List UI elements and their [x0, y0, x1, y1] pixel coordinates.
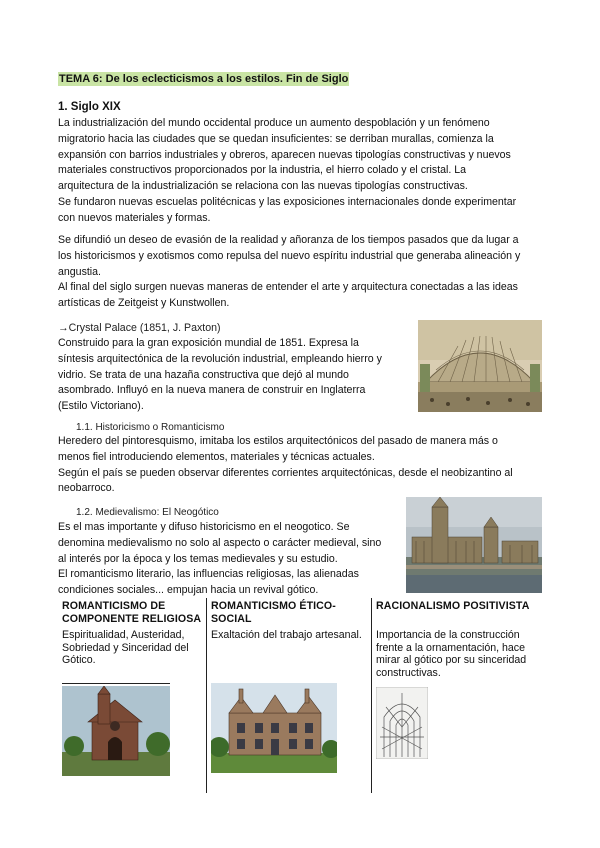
text-line: vidrio. Se trata de una hazaña constructiva que dejó al mundo [58, 368, 349, 381]
column-text-religiosa: Espiritualidad, Austeridad, Sobriedad y Sinceridad del Gótico. [62, 629, 189, 666]
column-header-religiosa: ROMANTICISMO DE COMPONENTE RELIGIOSA [62, 600, 202, 625]
text-line: Al final del siglo surgen nuevas maneras de entender el arte y arquitectura conectadas a las ideas [58, 281, 518, 294]
page-title: TEMA 6: De los eclecticismos a los estilos. Fin de Siglo [59, 73, 349, 85]
text-line: denomina medievalismo no solo al aspecto o carácter medieval, sino [58, 536, 382, 549]
parliament-image [406, 497, 542, 593]
column-image-cell [372, 681, 543, 793]
column-image-cell [207, 681, 372, 793]
paragraph-evasion [58, 233, 520, 312]
gothic-drawing-icon [376, 687, 428, 759]
comparison-table [58, 598, 542, 793]
text-line: La industrialización del mundo occidental produce un aumento despoblación y un fenómeno [58, 117, 490, 129]
text-line: Heredero del pintoresquismo, imitaba los estilos arquitectónicos del pasado de manera más o [58, 435, 498, 447]
text-line: arquitectura de la industrialización se relaciona con las nuevas tipologías constructivas. [58, 180, 468, 193]
paragraph-historicismo [58, 434, 513, 497]
paragraph-medievalismo [58, 520, 381, 599]
church-icon [62, 683, 170, 778]
column-header-racionalismo: RACIONALISMO POSITIVISTA [372, 598, 543, 627]
text-line: asombrado. Influyó en la nueva manera de construir en Inglaterra [58, 384, 366, 397]
text-line: materiales constructivos proporcionados por la industria, el hierro colado y el cristal. La [58, 164, 467, 177]
subsection-heading-historicismo: 1.1. Historicismo o Romanticismo [76, 422, 225, 433]
text-line: (Estilo Victoriano). [58, 400, 144, 413]
text-line: Se fundaron nuevas escuelas politécnicas y las exposiciones internacionales donde experimentar [58, 195, 517, 208]
text-line: menos fiel introduciendo elementos, materiales y técnicas actuales. [58, 450, 375, 463]
text-line: Construido para la gran exposición mundial de 1851. Expresa la [58, 337, 359, 349]
column-header-etico-social: ROMANTICISMO ÉTICO-SOCIAL [207, 598, 372, 627]
text-line: Según el país se pueden observar diferentes corrientes arquitectónicas, desde el neobizantino al [58, 466, 513, 479]
text-line: migratorio hacia las ciudades que se quedan insuficientes: se derriban murallas, comienza la [58, 132, 494, 145]
column-image-cell [58, 681, 207, 793]
manor-house-icon [211, 683, 337, 773]
text-line: expansión con barrios industriales y obreros, aparecen nuevas tipologías constructivas y nuevos [58, 148, 511, 161]
paragraph-industrializacion [58, 116, 516, 227]
text-line: condiciones sociales... empujan hacia un revival gótico. [58, 584, 319, 597]
crystal-palace-image [418, 320, 542, 412]
crystal-palace-heading: →Crystal Palace (1851, J. Paxton) [58, 322, 221, 334]
text-line: artísticas de Zeitgeist y Kunstwollen. [58, 297, 230, 310]
text-line: síntesis arquitectónica de la revolución industrial, empleando hierro y [58, 352, 382, 365]
text-line: los historicismos y exotismos como repulsa del nuevo espíritu industrial que generaba alineación y [58, 249, 521, 262]
section-heading-siglo-xix: 1. Siglo XIX [58, 101, 121, 113]
subsection-heading-medievalismo: 1.2. Medievalismo: El Neogótico [76, 507, 219, 518]
text-line: Se difundió un deseo de evasión de la realidad y añoranza de los tiempos pasados que da lugar a [58, 234, 519, 246]
text-line: angustia. [58, 265, 101, 278]
paragraph-crystal-palace [58, 336, 382, 415]
text-line: El romanticismo literario, las influencias religiosas, las alienadas [58, 568, 359, 581]
column-text-etico-social: Exaltación del trabajo artesanal. [207, 627, 372, 681]
text-line: Es el mas importante y difuso historicismo en el neogotico. Se [58, 521, 350, 533]
text-line: al interés por la época y los temas medievales y su estudio. [58, 552, 338, 565]
column-text-racionalismo: Importancia de la construcción frente a la ornamentación, hace mirar al gótico por su sinceridad constructivas. [372, 627, 543, 681]
text-line: con nuevos materiales y formas. [58, 211, 211, 224]
text-line: neobarroco. [58, 482, 115, 495]
